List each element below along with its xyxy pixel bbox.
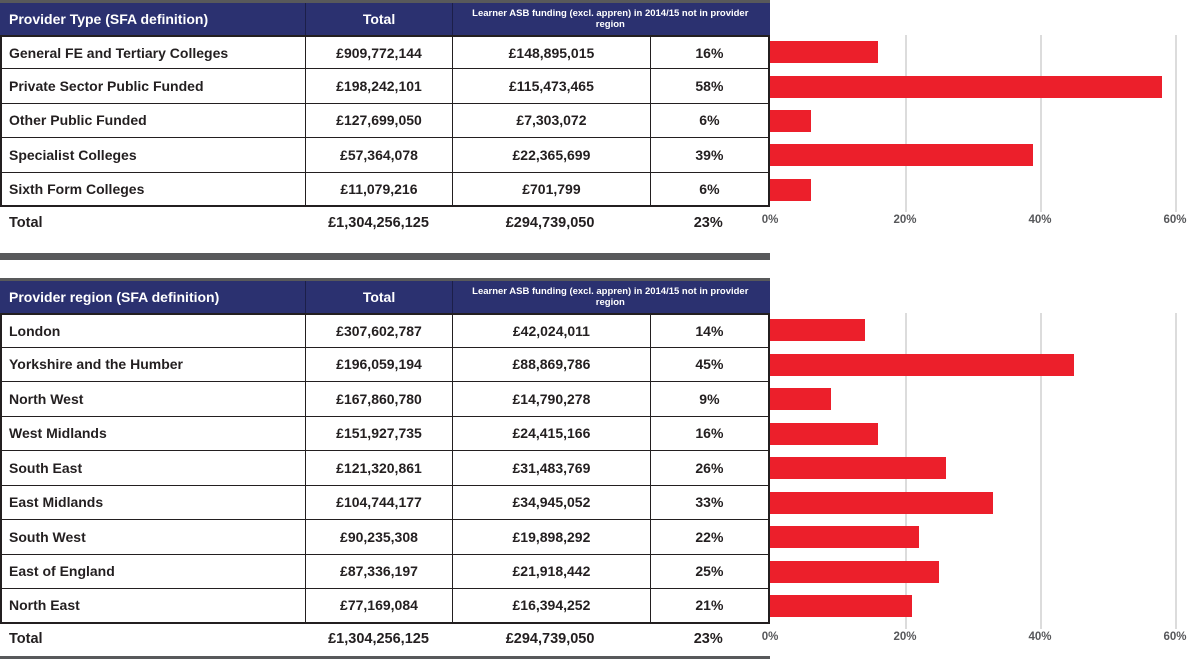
col-header-provider-type: Provider Type (SFA definition) [9,11,209,27]
table-row [0,35,770,69]
axis-tick [1175,624,1177,629]
bar-west-midlands [770,423,878,445]
bar-slot [770,451,1200,486]
bar-east-of-england [770,561,939,583]
funding-value: £115,473,465 [452,69,650,102]
table-header-row [0,3,770,35]
axis-tick [905,207,907,212]
bars-container [770,35,1200,207]
funding-value: £7,303,072 [452,104,650,137]
table-row [0,520,770,555]
total-value: £307,602,787 [305,315,452,347]
pct-value: 6% [650,104,770,137]
bar-slot [770,555,1200,590]
pct-value: 16% [650,417,770,451]
table-body [0,313,770,624]
col-header-funding-not-in-region: Learner ASB funding (excl. appren) in 2014/15 not in provider region [452,281,768,313]
funding-value: £16,394,252 [452,589,650,622]
funding-value: £701,799 [452,173,650,205]
table-row [0,348,770,383]
total-value: £909,772,144 [305,37,452,68]
table-body [0,35,770,207]
total-value: £104,744,177 [305,486,452,520]
row-label: Other Public Funded [0,104,305,137]
row-label: London [0,315,305,347]
total-row-total: £1,304,256,125 [328,630,429,647]
funding-value: £19,898,292 [452,520,650,554]
total-row-pct: 23% [693,214,723,231]
axis-tick [1175,207,1177,212]
table-row [0,313,770,348]
table-row [0,69,770,103]
bar-slot [770,348,1200,383]
bar-slot [770,173,1200,207]
bar-slot [770,520,1200,555]
pct-value: 6% [650,173,770,205]
total-value: £151,927,735 [305,417,452,451]
funding-value: £21,918,442 [452,555,650,589]
table-header-row [0,281,770,313]
bar-south-west [770,526,919,548]
pct-value: 39% [650,138,770,171]
bar-specialist-colleges [770,144,1033,166]
row-label: Yorkshire and the Humber [0,348,305,382]
bar-slot [770,313,1200,348]
col-header-funding-not-in-region: Learner ASB funding (excl. appren) in 2014/15 not in provider region [452,3,768,35]
table-row [0,555,770,590]
pct-value: 16% [650,37,770,68]
bar-east-midlands [770,492,993,514]
table-row [0,589,770,624]
total-row-label: Total [9,214,43,231]
table-row [0,382,770,417]
row-label: South West [0,520,305,554]
total-row-label: Total [9,630,43,647]
total-value: £196,059,194 [305,348,452,382]
x-axis-tick-label: 40% [1028,630,1052,643]
total-value: £11,079,216 [305,173,452,205]
total-value: £77,169,084 [305,589,452,622]
bar-south-east [770,457,946,479]
pct-value: 9% [650,382,770,416]
table-row [0,138,770,172]
bar-private-sector-public-funded [770,76,1162,98]
row-label: North West [0,382,305,416]
pct-value: 21% [650,589,770,622]
axis-tick [905,624,907,629]
pct-value: 25% [650,555,770,589]
bar-sixth-form-colleges [770,179,811,201]
funding-value: £22,365,699 [452,138,650,171]
table-row [0,104,770,138]
total-row [0,624,770,654]
bar-north-west [770,388,831,410]
bar-slot [770,104,1200,138]
bar-slot [770,382,1200,417]
provider-type-panel [0,0,1200,260]
total-row-pct: 23% [693,630,723,647]
total-value: £57,364,078 [305,138,452,171]
funding-value: £31,483,769 [452,451,650,485]
col-header-provider-region: Provider region (SFA definition) [9,289,220,305]
bar-yorkshire-and-the-humber [770,354,1074,376]
table-row [0,486,770,521]
x-axis-tick-label: 60% [1163,630,1187,643]
row-label: East Midlands [0,486,305,520]
bar-slot [770,35,1200,69]
bottom-rule [0,253,770,260]
funding-value: £14,790,278 [452,382,650,416]
funding-value: £42,024,011 [452,315,650,347]
total-row-funding: £294,739,050 [505,630,595,647]
row-label: General FE and Tertiary Colleges [0,37,305,68]
bar-slot [770,486,1200,521]
x-axis-tick-label: 60% [1163,214,1187,226]
pct-value: 26% [650,451,770,485]
bar-slot [770,69,1200,103]
total-value: £121,320,861 [305,451,452,485]
row-label: South East [0,451,305,485]
pct-value: 45% [650,348,770,382]
bars-container [770,313,1200,624]
funding-value: £88,869,786 [452,348,650,382]
pct-value: 33% [650,486,770,520]
pct-value: 14% [650,315,770,347]
provider-region-bar-chart [761,313,1200,643]
total-value: £87,336,197 [305,555,452,589]
axis-tick [1040,624,1042,629]
provider-region-panel [0,278,1200,659]
total-value: £198,242,101 [305,69,452,102]
provider-region-table [0,281,770,659]
bar-general-fe-and-tertiary-colleges [770,41,878,63]
row-label: East of England [0,555,305,589]
row-label: North East [0,589,305,622]
row-label: Specialist Colleges [0,138,305,171]
x-axis-tick-label: 20% [893,630,917,643]
axis-tick [1040,207,1042,212]
pct-value: 22% [650,520,770,554]
total-row-funding: £294,739,050 [505,214,595,231]
bottom-rule [0,656,770,659]
provider-type-bar-chart [761,35,1200,226]
x-axis-tick-label: 0% [761,630,779,643]
bar-slot [770,589,1200,624]
total-value: £90,235,308 [305,520,452,554]
x-axis-tick-label: 0% [761,214,779,226]
total-row-total: £1,304,256,125 [328,214,429,231]
col-header-total: Total [305,281,451,313]
row-label: Sixth Form Colleges [0,173,305,205]
bar-london [770,319,865,341]
total-value: £167,860,780 [305,382,452,416]
table-row [0,173,770,207]
bar-other-public-funded [770,110,811,132]
pct-value: 58% [650,69,770,102]
bar-slot [770,417,1200,452]
table-row [0,451,770,486]
total-row [0,207,770,239]
funding-value: £34,945,052 [452,486,650,520]
funding-value: £24,415,166 [452,417,650,451]
x-axis-tick-label: 40% [1028,214,1052,226]
funding-value: £148,895,015 [452,37,650,68]
bar-north-east [770,595,912,617]
col-header-total: Total [305,3,451,35]
table-row [0,417,770,452]
provider-type-table [0,3,770,260]
total-value: £127,699,050 [305,104,452,137]
row-label: Private Sector Public Funded [0,69,305,102]
x-axis-tick-label: 20% [893,214,917,226]
bar-slot [770,138,1200,172]
row-label: West Midlands [0,417,305,451]
